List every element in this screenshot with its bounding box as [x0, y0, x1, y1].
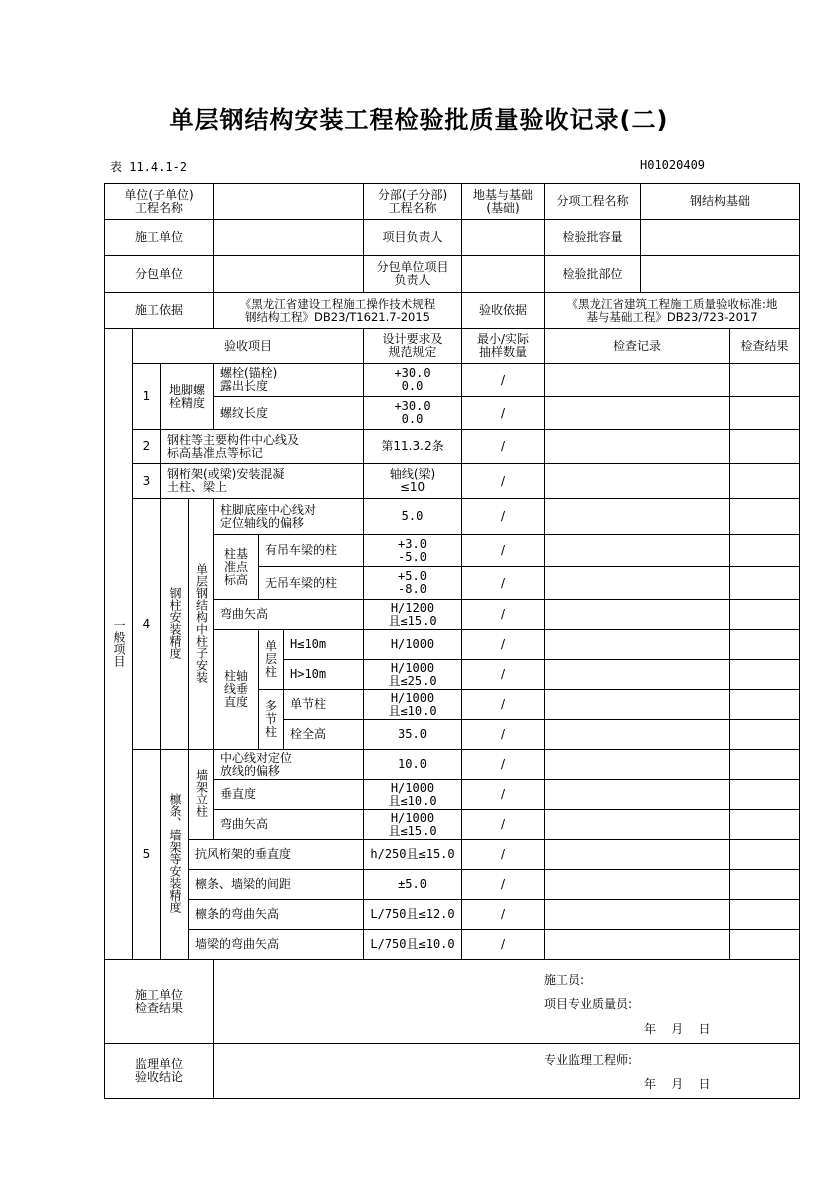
row-requirement: L/750且≤10.0 — [364, 930, 462, 960]
document-code: H01020409 — [640, 158, 706, 172]
table-row — [105, 840, 800, 870]
row-result[interactable] — [730, 600, 800, 630]
header-row-4 — [105, 293, 800, 329]
row-record[interactable] — [545, 630, 730, 660]
column-header-row — [105, 329, 800, 364]
table-row — [105, 364, 800, 397]
row-record[interactable] — [545, 430, 730, 464]
row-requirement: ±5.0 — [364, 870, 462, 900]
table-number: 表 11.4.1-2 — [110, 160, 188, 174]
row-requirement: +30.0 0.0 — [364, 364, 462, 397]
row-group: 檩条、墙架等安装精度 — [168, 793, 182, 913]
row-sample[interactable]: / — [462, 660, 545, 690]
row-result[interactable] — [730, 397, 800, 430]
row-record[interactable] — [545, 810, 730, 840]
contractor-check-label: 施工单位 检查结果 — [105, 960, 214, 1044]
item-value[interactable]: 钢结构基础 — [690, 194, 751, 208]
row-requirement: L/750且≤12.0 — [364, 900, 462, 930]
row-sample[interactable]: / — [462, 464, 545, 499]
date-line: 年 月 日 — [644, 1077, 711, 1091]
row-requirement: 轴线(梁) ≤10 — [364, 464, 462, 499]
row-sample[interactable]: / — [462, 750, 545, 780]
row-requirement: +30.0 0.0 — [364, 397, 462, 430]
date-line: 年 月 日 — [644, 1022, 711, 1036]
row-requirement: 第11.3.2条 — [364, 430, 462, 464]
row-subgroup: 柱基 准点 标高 — [214, 535, 259, 600]
supervisor-area[interactable] — [214, 1044, 800, 1099]
row-record[interactable] — [545, 660, 730, 690]
row-item-name: 钢柱等主要构件中心线及 标高基准点等标记 — [161, 430, 364, 464]
accept-basis-value: 《黑龙江省建筑工程施工质量验收标准:地 基与基础工程》DB23/723-2017 — [545, 293, 800, 329]
table-row — [105, 900, 800, 930]
row-requirement: +3.0 -5.0 — [364, 535, 462, 567]
batch-location-label: 检验批部位 — [545, 256, 641, 292]
row-item-name: 无吊车梁的柱 — [259, 567, 364, 600]
row-record[interactable] — [545, 780, 730, 810]
worker-label: 施工员: — [544, 973, 585, 987]
pm-value[interactable] — [462, 220, 545, 256]
batch-location-value[interactable] — [641, 256, 799, 292]
row-group-cell — [161, 499, 189, 750]
row-item-name: H≤10m — [284, 630, 364, 660]
row-item-name: 垂直度 — [214, 780, 364, 810]
row-item-name: 螺栓(锚栓) 露出长度 — [214, 364, 364, 397]
row-sample[interactable]: / — [462, 900, 545, 930]
row-number: 5 — [133, 750, 161, 960]
table-row — [105, 750, 800, 780]
row-sample[interactable]: / — [462, 810, 545, 840]
contractor-check-area[interactable] — [214, 960, 800, 1044]
row-sample[interactable]: / — [462, 840, 545, 870]
pm-label: 项目负责人 — [364, 220, 462, 256]
row-subgroup-cell — [189, 750, 214, 840]
row-record[interactable] — [545, 397, 730, 430]
row-item-name: 柱脚底座中心线对 定位轴线的偏移 — [214, 499, 364, 535]
row-result[interactable] — [730, 900, 800, 930]
row-requirement: +5.0 -8.0 — [364, 567, 462, 600]
row-item-name: 中心线对定位 放线的偏移 — [214, 750, 364, 780]
subcontractor-label: 分包单位 — [105, 256, 214, 293]
row-requirement: 10.0 — [364, 750, 462, 780]
contractor-value[interactable] — [214, 220, 364, 256]
row-requirement: H/1000 且≤10.0 — [364, 780, 462, 810]
subcontractor-value[interactable] — [214, 256, 364, 293]
row-sample[interactable]: / — [462, 364, 545, 397]
header-row-2 — [105, 220, 800, 256]
row-item-name: 螺纹长度 — [214, 397, 364, 430]
row-subgroup-cell — [189, 499, 214, 750]
table-row — [105, 430, 800, 464]
qc-label: 项目专业质量员: — [544, 997, 633, 1011]
header-row-3 — [105, 256, 800, 293]
row-group: 地脚螺 栓精度 — [161, 364, 214, 430]
col-sample: 最小/实际 抽样数量 — [462, 329, 545, 364]
row-record[interactable] — [545, 720, 730, 750]
header-row-1 — [105, 184, 800, 220]
batch-capacity-value[interactable] — [641, 220, 799, 255]
col-result: 检查结果 — [730, 329, 800, 364]
general-items-cell — [105, 329, 133, 960]
row-item-name: 檩条、墙梁的间距 — [189, 870, 364, 900]
row-subgroup: 多 节 柱 — [259, 690, 284, 750]
row-record[interactable] — [545, 840, 730, 870]
row-sample[interactable]: / — [462, 397, 545, 430]
row-sample[interactable]: / — [462, 430, 545, 464]
sub-project-value[interactable]: 地基与基础 (基础) — [462, 184, 545, 220]
sub-pm-label: 分包单位项目 负责人 — [364, 256, 462, 293]
row-result[interactable] — [730, 750, 800, 780]
row-result[interactable] — [730, 930, 800, 960]
row-record[interactable] — [545, 930, 730, 960]
supervisor-label: 监理单位 验收结论 — [105, 1044, 214, 1099]
basis-label: 施工依据 — [105, 293, 214, 329]
supervisor-row — [105, 1044, 800, 1099]
row-sample[interactable]: / — [462, 780, 545, 810]
item-cell — [545, 184, 800, 220]
row-sample[interactable]: / — [462, 600, 545, 630]
row-group: 钢柱安装精度 — [168, 586, 182, 659]
table-row — [105, 499, 800, 535]
row-result[interactable] — [730, 464, 800, 499]
item-label: 分项工程名称 — [545, 184, 641, 219]
row-sample[interactable]: / — [462, 630, 545, 660]
row-requirement: H/1000 且≤10.0 — [364, 690, 462, 720]
col-record: 检查记录 — [545, 329, 730, 364]
col-design: 设计要求及 规范规定 — [364, 329, 462, 364]
batch-capacity-cell — [545, 220, 800, 256]
unit-value[interactable] — [214, 184, 364, 220]
page-title: 单层钢结构安装工程检验批质量验收记录(二) — [169, 106, 669, 134]
row-record[interactable] — [545, 499, 730, 535]
row-subgroup: 单 层 柱 — [259, 630, 284, 690]
row-record[interactable] — [545, 690, 730, 720]
row-result[interactable] — [730, 660, 800, 690]
row-sample[interactable]: / — [462, 870, 545, 900]
row-result[interactable] — [730, 535, 800, 567]
row-result[interactable] — [730, 810, 800, 840]
row-result[interactable] — [730, 690, 800, 720]
row-requirement: H/1000 — [364, 630, 462, 660]
row-subgroup: 墙架立柱 — [194, 769, 209, 817]
sub-project-label: 分部(子分部) 工程名称 — [364, 184, 462, 220]
row-number: 3 — [133, 464, 161, 499]
row-requirement: 5.0 — [364, 499, 462, 535]
row-sample[interactable]: / — [462, 930, 545, 960]
batch-capacity-label: 检验批容量 — [545, 220, 641, 255]
row-result[interactable] — [730, 499, 800, 535]
row-result[interactable] — [730, 780, 800, 810]
table-row — [105, 870, 800, 900]
row-item-name: 墙梁的弯曲矢高 — [189, 930, 364, 960]
row-record[interactable] — [545, 535, 730, 567]
batch-location-cell — [545, 256, 800, 293]
row-result[interactable] — [730, 630, 800, 660]
row-result[interactable] — [730, 840, 800, 870]
row-item-name: 弯曲矢高 — [214, 600, 364, 630]
table-row — [105, 930, 800, 960]
row-item-name: 抗风桁架的垂直度 — [189, 840, 364, 870]
row-result[interactable] — [730, 567, 800, 600]
general-items-label: 一般项目 — [112, 618, 126, 667]
unit-label: 单位(子单位) 工程名称 — [105, 184, 214, 220]
row-number: 1 — [133, 364, 161, 430]
sub-pm-value[interactable] — [462, 256, 545, 293]
row-sample[interactable]: / — [462, 535, 545, 567]
row-requirement: H/1000 且≤25.0 — [364, 660, 462, 690]
row-item-name: 檩条的弯曲矢高 — [189, 900, 364, 930]
accept-basis-label: 验收依据 — [462, 293, 545, 329]
row-record[interactable] — [545, 600, 730, 630]
row-sample[interactable]: / — [462, 690, 545, 720]
row-subgroup: 单层钢结构中柱子安装 — [194, 562, 209, 683]
row-record[interactable] — [545, 900, 730, 930]
engineer-label: 专业监理工程师: — [544, 1053, 633, 1067]
row-item-name: 单节柱 — [284, 690, 364, 720]
row-number: 2 — [133, 430, 161, 464]
inspection-form-table — [104, 183, 800, 1099]
row-record[interactable] — [545, 870, 730, 900]
row-subgroup: 柱轴 线垂 直度 — [214, 630, 259, 750]
table-row — [105, 464, 800, 499]
row-item-name: 栓全高 — [284, 720, 364, 750]
row-group-cell — [161, 750, 189, 960]
row-item-name: H>10m — [284, 660, 364, 690]
row-record[interactable] — [545, 567, 730, 600]
basis-value: 《黑龙江省建设工程施工操作技术规程 钢结构工程》DB23/T1621.7-2015 — [214, 293, 462, 329]
row-requirement: h/250且≤15.0 — [364, 840, 462, 870]
row-sample[interactable]: / — [462, 499, 545, 535]
row-item-name: 有吊车梁的柱 — [259, 535, 364, 567]
row-requirement: H/1200 且≤15.0 — [364, 600, 462, 630]
row-number: 4 — [133, 499, 161, 750]
row-record[interactable] — [545, 750, 730, 780]
row-result[interactable] — [730, 870, 800, 900]
contractor-label: 施工单位 — [105, 220, 214, 256]
row-requirement: H/1000 且≤15.0 — [364, 810, 462, 840]
row-requirement: 35.0 — [364, 720, 462, 750]
row-result[interactable] — [730, 364, 800, 397]
col-item: 验收项目 — [133, 329, 364, 364]
row-item-name: 钢桁架(或梁)安装混凝 土柱、梁上 — [161, 464, 364, 499]
row-record[interactable] — [545, 464, 730, 499]
row-result[interactable] — [730, 720, 800, 750]
row-result[interactable] — [730, 430, 800, 464]
row-sample[interactable]: / — [462, 720, 545, 750]
row-item-name: 弯曲矢高 — [214, 810, 364, 840]
row-record[interactable] — [545, 364, 730, 397]
contractor-check-row — [105, 960, 800, 1044]
row-sample[interactable]: / — [462, 567, 545, 600]
